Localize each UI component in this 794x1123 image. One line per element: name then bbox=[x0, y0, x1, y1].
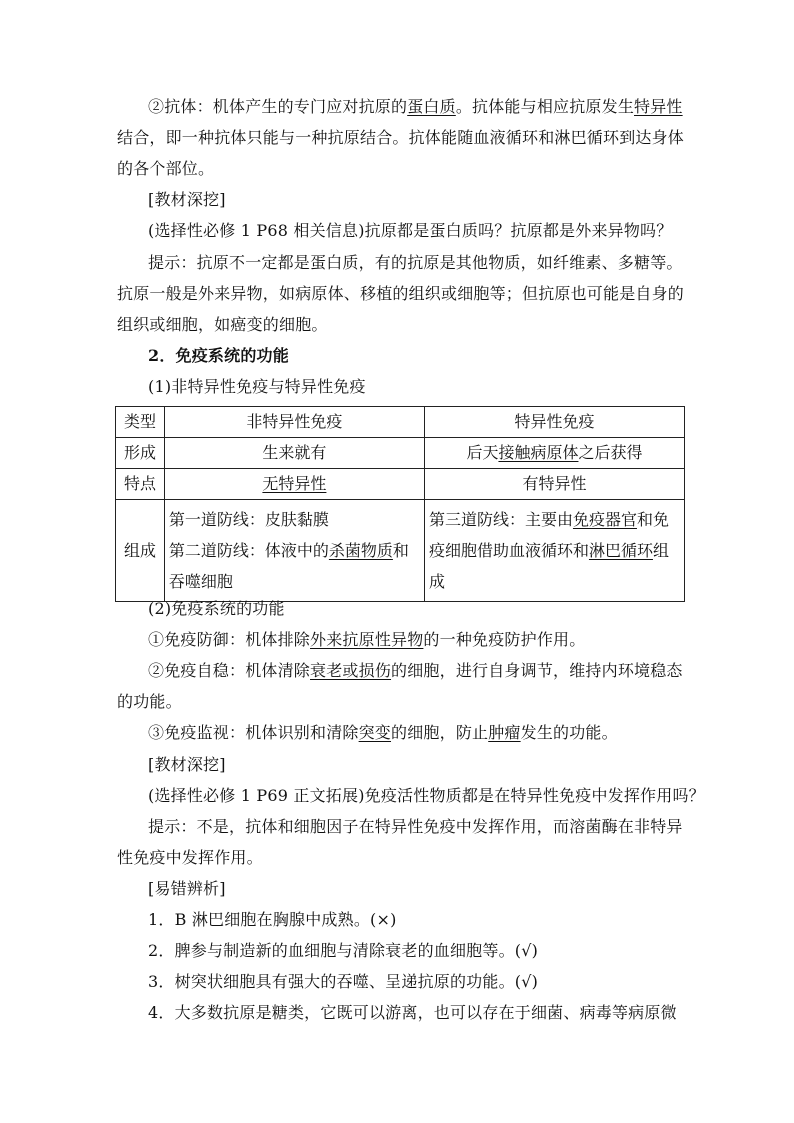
error-item-2: 2．脾参与制造新的血细胞与清除衰老的血细胞等。(√) bbox=[148, 941, 539, 960]
table-header-cell: 特异性免疫 bbox=[424, 407, 684, 438]
text-span: ①免疫防御：机体排除 bbox=[148, 630, 311, 649]
underlined-term: 衰老或损伤 bbox=[310, 661, 392, 680]
text-span: 之后获得 bbox=[578, 443, 643, 462]
table-header-cell: 类型 bbox=[116, 407, 165, 438]
text-span: ②免疫自稳：机体清除 bbox=[148, 661, 311, 680]
subheading-1: (1)非特异性免疫与特异性免疫 bbox=[148, 377, 366, 396]
antibody-line-3: 的各个部位。 bbox=[117, 159, 215, 178]
table-cell bbox=[424, 438, 684, 469]
underlined-term: 淋巴循环 bbox=[588, 541, 653, 560]
antibody-line-2: 结合，即一种抗体只能与一种抗原结合。抗体能随血液循环和淋巴循环到达身体 bbox=[117, 128, 685, 147]
table-row bbox=[116, 438, 685, 469]
underlined-term: 蛋白质 bbox=[407, 97, 456, 116]
question-line: (选择性必修 1 P69 正文拓展)免疫活性物质都是在特异性免疫中发挥作用吗？ bbox=[148, 786, 705, 805]
underlined-term: 无特异性 bbox=[262, 474, 327, 493]
table-cell bbox=[164, 500, 424, 602]
answer-line-1: 提示：不是，抗体和细胞因子在特异性免疫中发挥作用，而溶菌酶在非特异 bbox=[148, 817, 683, 836]
section-tag: [教材深挖] bbox=[148, 190, 226, 209]
subheading-2: (2)免疫系统的功能 bbox=[148, 599, 285, 618]
answer-line-3: 组织或细胞，如癌变的细胞。 bbox=[117, 315, 328, 334]
function-defense bbox=[148, 630, 585, 650]
table-cell bbox=[164, 469, 424, 500]
text-span: 疫细胞借助血液循环和 bbox=[428, 541, 589, 560]
underlined-term: 肿瘤 bbox=[488, 723, 521, 742]
underlined-term: 接触病原体 bbox=[498, 443, 579, 462]
text-span: 的细胞，进行自身调节，维持内环境稳态 bbox=[391, 661, 683, 680]
underlined-term: 特异性 bbox=[634, 97, 683, 116]
cell-line: 成 bbox=[428, 572, 445, 591]
text-span: 第三道防线：主要由 bbox=[428, 510, 573, 529]
answer-line-2: 性免疫中发挥作用。 bbox=[117, 848, 263, 867]
answer-line-2: 抗原一般是外来异物，如病原体、移植的组织或细胞等；但抗原也可能是自身的 bbox=[117, 284, 685, 303]
immunity-comparison-table bbox=[115, 406, 685, 602]
table-row bbox=[116, 407, 685, 438]
table-row bbox=[116, 469, 685, 500]
text-span: 和 bbox=[392, 541, 409, 560]
table-header-cell: 非特异性免疫 bbox=[164, 407, 424, 438]
table-cell: 组成 bbox=[116, 500, 165, 602]
underlined-term: 免疫器官 bbox=[572, 510, 637, 529]
table-cell: 特点 bbox=[116, 469, 165, 500]
text-span: 和免 bbox=[636, 510, 669, 529]
table-cell: 形成 bbox=[116, 438, 165, 469]
cell-line bbox=[169, 535, 420, 566]
text-span: ③免疫监视：机体识别和清除 bbox=[148, 723, 359, 742]
table-row bbox=[116, 500, 685, 602]
function-surveillance bbox=[148, 723, 618, 743]
text-span: 发生的功能。 bbox=[520, 723, 618, 742]
section-tag: [教材深挖] bbox=[148, 755, 226, 774]
error-item-1: 1．B 淋巴细胞在胸腺中成熟。(×) bbox=[148, 910, 397, 929]
antibody-line-1 bbox=[148, 97, 683, 117]
text-span: 组 bbox=[652, 541, 669, 560]
cell-line bbox=[429, 504, 680, 535]
section-tag: [易错辨析] bbox=[148, 879, 226, 898]
table-cell: 生来就有 bbox=[164, 438, 424, 469]
underlined-term: 突变 bbox=[358, 723, 392, 742]
question-line: (选择性必修 1 P68 相关信息)抗原都是蛋白质吗？抗原都是外来异物吗？ bbox=[148, 221, 673, 240]
text-span: 。抗体能与相应抗原发生 bbox=[455, 97, 635, 116]
text-span: 的一种免疫防护作用。 bbox=[423, 630, 586, 649]
cell-line: 第一道防线：皮肤黏膜 bbox=[168, 510, 329, 529]
error-item-4: 4．大多数抗原是糖类，它既可以游离，也可以存在于细菌、病毒等病原微 bbox=[148, 1003, 677, 1022]
text-span: 的细胞，防止 bbox=[391, 723, 489, 742]
text-span: ②抗体：机体产生的专门应对抗原的 bbox=[148, 97, 408, 116]
table-cell: 有特异性 bbox=[424, 469, 684, 500]
text-span: 后天 bbox=[466, 443, 499, 462]
answer-line-1: 提示：抗原不一定都是蛋白质，有的抗原是其他物质，如纤维素、多糖等。 bbox=[148, 253, 683, 272]
section-heading: 2．免疫系统的功能 bbox=[148, 346, 289, 365]
function-homeostasis-cont: 的功能。 bbox=[117, 692, 182, 711]
error-item-3: 3．树突状细胞具有强大的吞噬、呈递抗原的功能。(√) bbox=[148, 972, 539, 991]
cell-line: 吞噬细胞 bbox=[168, 572, 233, 591]
table-cell bbox=[424, 500, 684, 602]
underlined-term: 外来抗原性异物 bbox=[310, 630, 424, 649]
function-homeostasis bbox=[148, 661, 683, 681]
underlined-term: 杀菌物质 bbox=[328, 541, 393, 560]
text-span: 第二道防线：体液中的 bbox=[168, 541, 329, 560]
cell-line bbox=[429, 535, 680, 566]
